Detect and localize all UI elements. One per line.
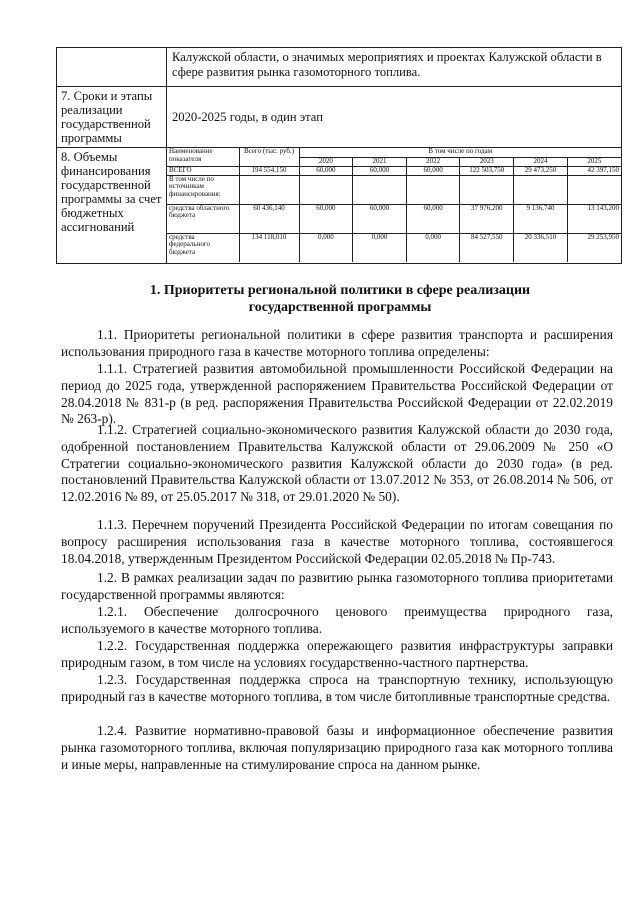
row-7-label: 7. Сроки и этапы реализации государственной программы (57, 87, 167, 148)
paragraph-1-1-3: 1.1.3. Перечнем поручений Президента Российской Федерации по итогам совещания по вопросу расширения использования газа в качестве моторного топлива, состоявшегося 18.04.2018, утвержденным Президентом Российской Федерации 02.05.2018 № Пр-743. (61, 517, 613, 566)
year-header: 2025 (567, 157, 621, 166)
passport-table (56, 47, 622, 264)
section-heading-line: 1. Приоритеты региональной политики в сфере реализации (149, 283, 531, 298)
header-years-group: В том числе по годам (299, 148, 621, 157)
row-name: средства федерального бюджета (167, 233, 239, 262)
paragraph-1-2-2: 1.2.2. Государственная поддержка опережающего развития инфраструктуры заправки природным газом, в том числе на условиях государственно-частного партнерства. (61, 638, 613, 670)
paragraph-1-2-3: 1.2.3. Государственная поддержка спроса на транспортную технику, использующую природный газ в качестве моторного топлива, в том числе битопливные транспортные средства. (61, 672, 613, 704)
year-header: 2023 (460, 157, 514, 166)
row-total: 194 554,150 (239, 166, 299, 175)
row-value: 60,000 (353, 204, 407, 233)
passport-row-7 (57, 87, 622, 148)
row-value (406, 175, 460, 204)
row-value: 0,000 (406, 233, 460, 262)
row-value (514, 175, 568, 204)
row-value: 9 136,740 (514, 204, 568, 233)
row-value: 122 503,750 (460, 166, 514, 175)
row-value: 29 253,950 (567, 233, 621, 262)
year-header: 2020 (299, 157, 353, 166)
financing-row-federal (167, 233, 621, 262)
year-header: 2022 (406, 157, 460, 166)
row-name: ВСЕГО (167, 166, 239, 175)
row-value: 0,000 (353, 233, 407, 262)
paragraph-1-1-1: 1.1.1. Стратегией развития автомобильной промышленности Российской Федерации на период до 2025 года, утвержденной распоряжением Правительства Российской Федерации от 28.04.2018 № 831-р (в ред. распоряжения Правительства Российской Федерации от 22.02.2019 № 263-р). (61, 361, 613, 427)
row-6-label-cell (57, 48, 167, 87)
passport-row-6 (57, 48, 622, 87)
row-total (239, 175, 299, 204)
year-header: 2024 (514, 157, 568, 166)
row-8-label: 8. Объемы финансирования государственной программы за счет бюджетных ассигнований (57, 148, 167, 264)
paragraph-1-2: 1.2. В рамках реализации задач по развитию рынка газомоторного топлива приоритетами государственной программы являются: (61, 570, 613, 602)
paragraph-1-1: 1.1. Приоритеты региональной политики в сфере развития транспорта и расширения использования природного газа в качестве моторного топлива определены: (61, 327, 613, 359)
row-value: 60,000 (406, 166, 460, 175)
row-value: 0,000 (299, 233, 353, 262)
row-value: 20 336,510 (514, 233, 568, 262)
row-value: 42 397,150 (567, 166, 621, 175)
row-value: 13 143,200 (567, 204, 621, 233)
row-value: 60,000 (299, 204, 353, 233)
row-6-value: Калужской области, о значимых мероприятиях и проектах Калужской области в сфере развития рынка газомоторного топлива. (167, 48, 622, 87)
financing-header-row (167, 148, 621, 157)
year-header: 2021 (353, 157, 407, 166)
row-value: 84 527,550 (460, 233, 514, 262)
financing-row-sources (167, 175, 621, 204)
header-total: Всего (тыс. руб.) (239, 148, 299, 166)
row-value: 29 473,250 (514, 166, 568, 175)
row-value (567, 175, 621, 204)
financing-cell (167, 148, 622, 264)
row-7-value: 2020-2025 годы, в один этап (167, 87, 622, 148)
row-value: 60,000 (299, 166, 353, 175)
row-value: 60,000 (353, 166, 407, 175)
section-heading (60, 282, 620, 316)
header-name: Наименование показателя (167, 148, 239, 166)
row-value: 60,000 (406, 204, 460, 233)
row-value (460, 175, 514, 204)
section-heading-line: государственной программы (248, 300, 432, 315)
passport-row-8 (57, 148, 622, 264)
financing-row-regional (167, 204, 621, 233)
row-name: В том числе по источникам финансирования: (167, 175, 239, 204)
paragraph-1-2-1: 1.2.1. Обеспечение долгосрочного ценового преимущества природного газа, используемого в качестве моторного топлива. (61, 604, 613, 636)
paragraph-1-2-4: 1.2.4. Развитие нормативно-правовой базы и информационное обеспечение развития рынка газомоторного топлива, включая популяризацию природного газа как моторного топлива и иные меры, направленные на стимулирование спроса на данном рынке. (61, 723, 613, 772)
row-total: 60 436,140 (239, 204, 299, 233)
row-total: 134 118,010 (239, 233, 299, 262)
row-value: 37 976,200 (460, 204, 514, 233)
row-name: средства областного бюджета (167, 204, 239, 233)
financing-table (167, 148, 621, 262)
financing-row-total (167, 166, 621, 175)
row-value (353, 175, 407, 204)
paragraph-1-1-2: 1.1.2. Стратегией социально-экономического развития Калужской области до 2030 года, одобренной постановлением Правительства Калужской области от 29.06.2009 № 250 «О Стратегии социально-экономического развития Калужской области до 2030 года» (в ред. постановлений Правительства Калужской области от 13.07.2012 № 353, от 26.08.2014 № 506, от 12.02.2016 № 89, от 25.05.2017 № 318, от 29.01.2020 № 50). (61, 422, 613, 505)
row-value (299, 175, 353, 204)
